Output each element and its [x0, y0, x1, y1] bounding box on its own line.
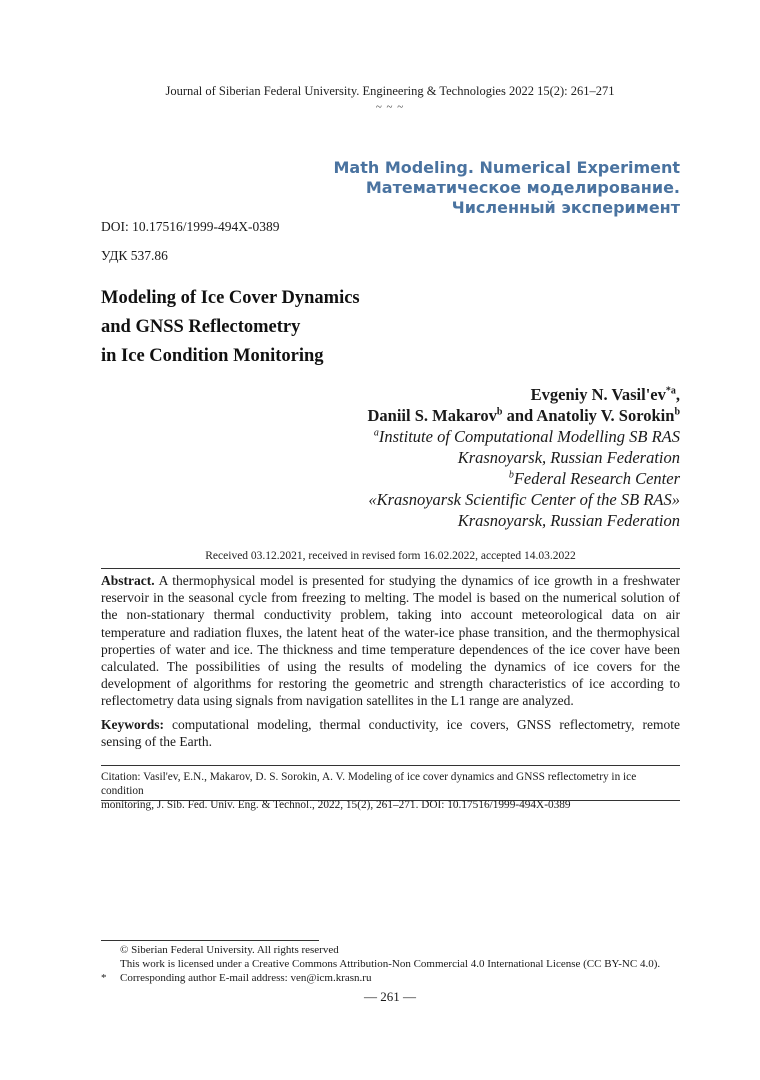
- citation-line-2: monitoring, J. Sib. Fed. Univ. Eng. & Technol., 2022, 15(2), 261–271. DOI: 10.17516/1999-494X-0389: [101, 799, 571, 812]
- affiliation-b-name: «Krasnoyarsk Scientific Center of the SB RAS»: [368, 490, 680, 509]
- footnote-corresponding: * Corresponding author E-mail address: ven@icm.krasn.ru: [101, 972, 372, 985]
- footnote-divider: [101, 940, 319, 941]
- page-number: — 261 —: [364, 989, 416, 1004]
- keywords-label: Keywords:: [101, 717, 164, 732]
- footnotes: [101, 943, 701, 986]
- abstract-label: Abstract.: [101, 573, 155, 588]
- title-line-2: and GNSS Reflectometry: [101, 317, 301, 337]
- author-2: Daniil S. Makarov: [367, 406, 497, 425]
- affiliation-b-city: Krasnoyarsk, Russian Federation: [457, 511, 680, 530]
- divider-citation-top: [101, 765, 680, 766]
- abstract-text: A thermophysical model is presented for studying the dynamics of ice growth in a freshwater reservoir in the seasonal cycle from freezing to melting. The model is based on the numerical solution of the non-stationary thermal conductivity problem, taking into account meteorological data on air temperature and radiation fluxes, the latent heat of the water-ice phase transition, and the thermophysical properties of water and ice. The thickness and time temperature dependences of the ice cover have been calculated. The possibilities of using the results of modeling the dynamics of ice covers for the development of algorithms for restoring the geometric and strength characteristics of ice according to reflectometry data using signals from navigation satellites in the L1 range are analyzed.: [101, 573, 680, 709]
- footnote-star: *: [101, 972, 107, 985]
- paper-title: [101, 284, 360, 371]
- author-2-affil-mark: b: [496, 406, 503, 418]
- keywords: [101, 716, 680, 750]
- citation: [101, 770, 680, 813]
- divider-citation-bottom: [101, 800, 680, 801]
- section-heading-ru-2: Численный эксперимент: [451, 198, 680, 217]
- header-ornament: ~ ~ ~: [375, 101, 405, 113]
- received-dates: Received 03.12.2021, received in revised form 16.02.2022, accepted 14.03.2022: [205, 550, 576, 562]
- section-heading-ru-1: Математическое моделирование.: [365, 178, 680, 197]
- citation-line-1: Citation: Vasil'ev, E.N., Makarov, D. S. Sorokin, A. V. Modeling of ice cover dynamics and GNSS reflectometry in ice condition: [101, 771, 637, 798]
- author-line-1: Evgeniy N. $Vasil'ev^{*a}$,: [530, 385, 680, 404]
- doi: DOI: 10.17516/1999-494X-0389: [101, 219, 280, 234]
- affiliation-a-city: Krasnoyarsk, Russian Federation: [457, 448, 680, 467]
- affiliation-b: $^b$Federal Research Center: [508, 469, 680, 488]
- title-line-3: in Ice Condition Monitoring: [101, 346, 324, 366]
- author-line-2: Daniil S. Makarov$^b$ and Anatoliy V. Sorokin$^b$: [367, 406, 680, 425]
- author-3: Anatoliy V. Sorokin: [536, 406, 675, 425]
- journal-header: Journal of Siberian Federal University. Engineering & Technologies 2022 15(2): 261–271: [165, 84, 615, 98]
- authors-block: [367, 384, 680, 531]
- keywords-text: computational modeling, thermal conductivity, ice covers, GNSS reflectometry, remote sensing of the Earth.: [101, 717, 680, 750]
- author-1-affil-mark: *a: [665, 385, 676, 397]
- udk-code: УДК 537.86: [101, 248, 168, 263]
- section-heading-en: Math Modeling. Numerical Experiment: [333, 158, 680, 177]
- abstract: [101, 572, 680, 710]
- divider-top: [101, 568, 680, 569]
- author-3-affil-mark: b: [674, 406, 680, 418]
- title-line-1: Modeling of Ice Cover Dynamics: [101, 288, 360, 308]
- footnote-copyright: © Siberian Federal University. All rights reserved: [120, 944, 339, 956]
- section-heading: [333, 158, 680, 218]
- footnote-license: This work is licensed under a Creative Commons Attribution-Non Commercial 4.0 International License (CC BY-NC 4.0).: [120, 958, 661, 971]
- author-1: Evgeniy N. Vasil'ev: [530, 385, 666, 404]
- affiliation-a: $^a$Institute of Computational Modelling SB RAS: [373, 427, 680, 446]
